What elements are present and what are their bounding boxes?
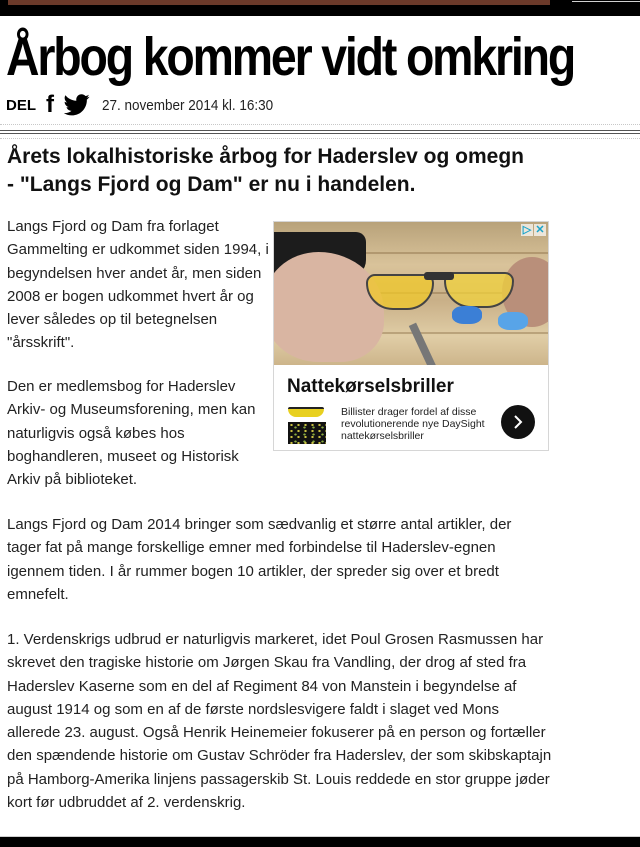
stand <box>409 323 437 365</box>
ad-title[interactable]: Nattekørselsbriller <box>287 376 454 397</box>
top-frame-strip <box>0 0 640 16</box>
chevron-right-icon <box>511 415 525 429</box>
divider-solid-2 <box>0 133 640 134</box>
blue-clip <box>452 306 482 324</box>
glasses-bridge <box>424 272 454 280</box>
article-paragraph-2: Den er medlemsbog for Haderslev Arkiv- og Museumsforening, men kan naturligvis også købes hos boghandleren, museet og Historisk Arkiv på biblioteket. <box>7 378 256 489</box>
glasses-lens-left <box>366 274 434 310</box>
article-headline: Årbog kommer vidt omkring <box>6 27 575 87</box>
twitter-icon[interactable] <box>64 94 90 116</box>
article-paragraph-3: Langs Fjord og Dam 2014 bringer som sædvanlig et større antal artikler, der tager fat på mange forskellige emner med forbindelse til Haderslev-egnen igennem tiden. I år rummer bogen 10 artikler, der spreder sig over et bredt emnefelt. <box>7 516 512 603</box>
glasses-thumbnail-icon <box>288 407 324 417</box>
share-label: DEL <box>6 96 36 114</box>
article-paragraph-4: 1. Verdenskrigs udbrud er naturligvis markeret, idet Poul Grosen Rasmussen har skrevet den tragiske historie om Jørgen Skau fra Vandling, der drog af sted fra Haderslev Kaserne som en del af Regiment 84 von Manstein i begyndelse af august 1914 og som en af de første nordslesvigere faldt i slaget ved Mons allerede 23. august. Også Henrik Heinemeier fokuserer på en person og fortæller den spændende historie om Gustav Schröder fra Haderslev, der som skibskaptajn på Hamborg-Amerika linjens passagerskib St. Louis reddede en stor gruppe jøder kort før udbruddet af 2. verdenskrig. <box>7 631 552 812</box>
close-icon[interactable]: ✕ <box>535 224 545 236</box>
top-right-line <box>572 1 640 2</box>
facebook-icon[interactable]: f <box>46 91 54 118</box>
divider-dotted-bottom <box>0 138 640 139</box>
publish-date: 27. november 2014 kl. 16:30 <box>102 96 274 114</box>
bottom-frame-strip <box>0 837 640 847</box>
ad-image[interactable] <box>274 222 548 365</box>
adchoices-icon[interactable]: ▷ <box>522 224 532 236</box>
top-banner-edge <box>8 0 550 5</box>
advertisement[interactable] <box>273 221 549 451</box>
ad-choices[interactable] <box>521 224 546 236</box>
divider-dotted-top <box>0 124 640 125</box>
divider-solid-1 <box>0 130 640 131</box>
article-paragraph-1: Langs Fjord og Dam fra forlaget Gammelting er udkommet siden 1994, i begyndelsen hver andet år, men siden 2008 er bogen udkommet hvert år og lever således op til betegnelsen "årsskrift". <box>7 218 269 352</box>
blue-clip <box>498 312 528 330</box>
night-road-thumbnail <box>288 422 326 444</box>
left-hand <box>274 252 384 362</box>
article-subheadline: Årets lokalhistoriske årbog for Haderslev og omegn - "Langs Fjord og Dam" er nu i handelen. <box>7 145 524 196</box>
share-row <box>6 92 292 118</box>
ad-thumbnail <box>288 407 326 445</box>
ad-description[interactable]: Billister drager fordel af disse revolutionerende nye DaySight nattekørselsbriller <box>341 406 485 442</box>
ad-cta-button[interactable] <box>501 405 535 439</box>
